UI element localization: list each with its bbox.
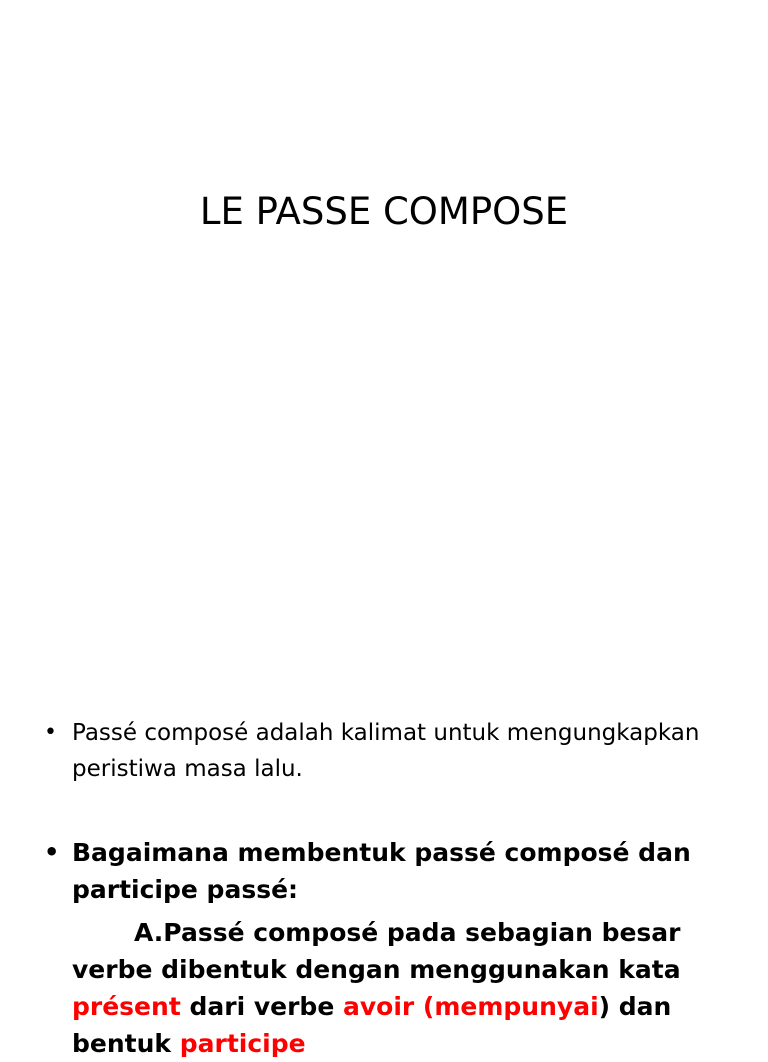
sub-text-part2: dari verbe <box>180 992 343 1021</box>
bullet-marker: • <box>44 720 57 745</box>
bullet-text: Passé composé adalah kalimat untuk mengungkapkan peristiwa masa lalu. <box>72 720 700 782</box>
sub-text-part3: ) dan bentuk <box>72 992 672 1058</box>
bullet-heading: Bagaimana membentuk passé composé dan participe passé: <box>72 838 691 904</box>
bullet-item-definition <box>44 715 734 787</box>
highlight-participe: participe <box>179 1029 306 1058</box>
highlight-avoir: avoir (mempunyai <box>342 992 599 1021</box>
highlight-present: présent <box>72 992 181 1021</box>
bullet-content <box>72 834 734 1062</box>
bullet-item-formation <box>44 834 734 1062</box>
sub-paragraph-a <box>72 914 734 1062</box>
sub-text-part1: A.Passé composé pada sebagian besar verbe dibentuk dengan menggunakan kata <box>72 918 681 984</box>
slide-title: LE PASSE COMPOSE <box>199 190 569 233</box>
bullet-marker: • <box>44 838 60 866</box>
